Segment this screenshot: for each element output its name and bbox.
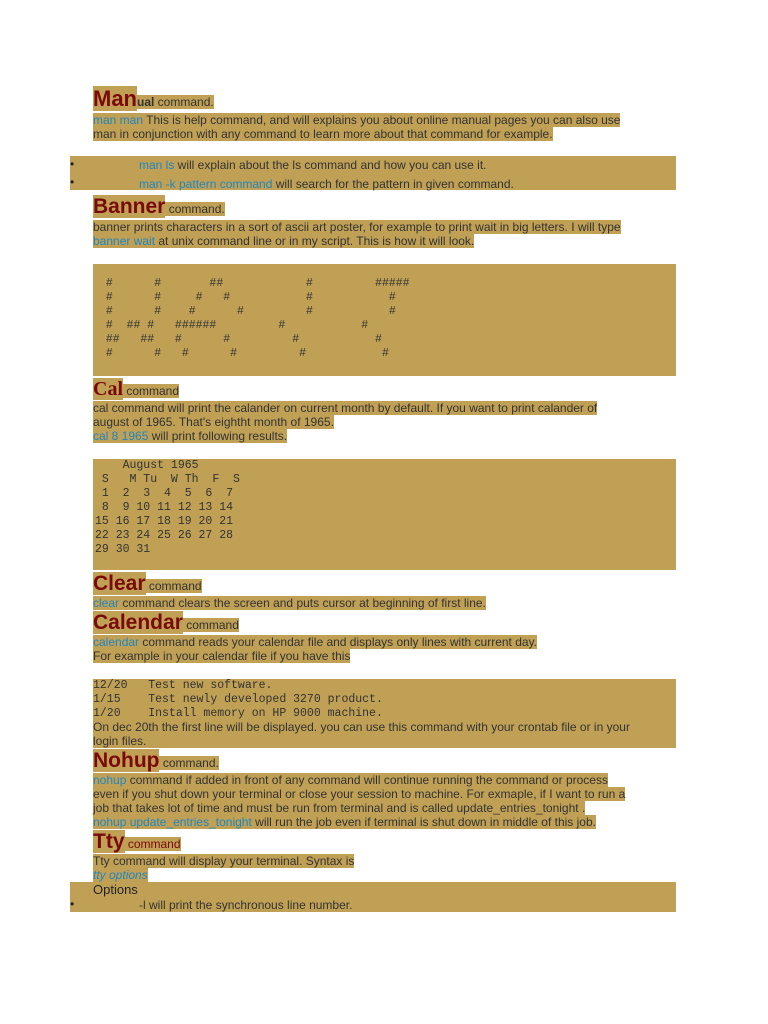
calendar-entry-line: 12/20 Test new software. bbox=[93, 679, 273, 692]
clear-heading bbox=[93, 572, 202, 596]
tty-syntax-options: options bbox=[105, 868, 148, 882]
banner-description bbox=[93, 220, 673, 248]
tty-syntax-command: tty bbox=[93, 868, 106, 882]
calendar-entry-line: 1/20 Install memory on HP 9000 machine. bbox=[93, 707, 383, 720]
calendar-entries-block bbox=[93, 679, 676, 748]
clear-desc-text: command clears the screen and puts cursor at beginning of first line. bbox=[119, 596, 486, 610]
tty-desc-line1: Tty command will display your terminal. Syntax is bbox=[93, 854, 355, 868]
banner-ascii-line: # ## # ###### # # bbox=[99, 319, 369, 332]
tty-bullet-1-text: -l will print the synchronous line number. bbox=[139, 898, 353, 912]
banner-wait-command: banner wait bbox=[93, 234, 156, 248]
banner-ascii-line: # # # # # # bbox=[99, 291, 396, 304]
clear-title: Clear bbox=[93, 572, 146, 595]
banner-ascii-line: # # # # # # bbox=[99, 347, 389, 360]
man-description bbox=[93, 113, 673, 141]
calendar-title-suffix: command bbox=[182, 618, 239, 632]
banner-ascii-art bbox=[99, 277, 410, 361]
nohup-desc-line2: even if you shut down your terminal or close your session to machine. For exmaple, if I want to run a bbox=[93, 787, 626, 801]
man-bullet-1: • bbox=[70, 157, 75, 171]
clear-title-suffix: command bbox=[145, 579, 202, 593]
cal-output-line: 1 2 3 4 5 6 7 bbox=[95, 487, 234, 500]
nohup-title: Nohup bbox=[93, 749, 160, 772]
cal-output-line: August 1965 bbox=[95, 459, 199, 472]
calendar-entry-line: 1/15 Test newly developed 3270 product. bbox=[93, 693, 383, 706]
cal-title-suffix: command bbox=[123, 384, 180, 398]
calendar-after-line2: login files. bbox=[93, 734, 147, 748]
cal-desc-line1: cal command will print the calander on current month by default. If you want to print calander of bbox=[93, 401, 598, 415]
calendar-description bbox=[93, 635, 673, 663]
banner-heading bbox=[93, 195, 225, 219]
nohup-desc-line1: command if added in front of any command will continue running the command or process bbox=[126, 773, 608, 787]
banner-ascii-line: ## ## # # # # bbox=[99, 333, 382, 346]
nohup-desc-line3: job that takes lot of time and must be run from terminal and is called update_entries_tonight . bbox=[93, 801, 586, 815]
nohup-heading bbox=[93, 749, 219, 773]
man-title-suffix: command. bbox=[154, 95, 214, 109]
calendar-heading bbox=[93, 611, 239, 635]
cal-heading bbox=[93, 378, 179, 401]
banner-ascii-block bbox=[93, 264, 676, 376]
tty-heading bbox=[93, 830, 181, 854]
banner-desc-line2: at unix command line or in my script. This is how it will look. bbox=[155, 234, 475, 248]
man-desc-line1: This is help command, and will explains you about online manual pages you can also use bbox=[143, 113, 621, 127]
banner-ascii-line: # # # # # # bbox=[99, 305, 396, 318]
calendar-desc-line2: For example in your calendar file if you have this bbox=[93, 649, 351, 663]
man-bullet-2: • bbox=[70, 175, 75, 189]
man-man-command: man man bbox=[93, 113, 144, 127]
cal-output-line: 29 30 31 bbox=[95, 543, 151, 556]
man-k-text: will search for the pattern in given command. bbox=[272, 177, 514, 191]
cal-output-line: S M Tu W Th F S bbox=[95, 473, 240, 486]
man-heading bbox=[93, 86, 214, 112]
clear-description bbox=[93, 596, 486, 610]
nohup-update-command: nohup update_entries_tonight bbox=[93, 815, 252, 829]
nohup-desc-line4: will run the job even if terminal is shut down in middle of this job. bbox=[251, 815, 596, 829]
calendar-entries bbox=[93, 679, 383, 721]
calendar-after-text bbox=[93, 720, 676, 748]
cal-title: Cal bbox=[93, 378, 123, 400]
cal-output-line: 15 16 17 18 19 20 21 bbox=[95, 515, 234, 528]
tty-options-label: Options bbox=[93, 882, 138, 897]
calendar-desc-text: command reads your calendar file and displays only lines with current day. bbox=[139, 635, 538, 649]
tty-bullet-1: • bbox=[70, 897, 75, 911]
tty-description bbox=[93, 854, 354, 882]
man-title-suffix-bold: ual bbox=[137, 95, 155, 109]
calendar-title: Calendar bbox=[93, 611, 183, 634]
banner-title: Banner bbox=[93, 195, 166, 218]
nohup-title-suffix: command. bbox=[159, 756, 219, 770]
clear-command: clear bbox=[93, 596, 120, 610]
nohup-description bbox=[93, 773, 676, 829]
calendar-after-line1: On dec 20th the first line will be displayed. you can use this command with your crontab file or in your bbox=[93, 720, 630, 734]
man-title: Man bbox=[93, 86, 137, 111]
cal-description bbox=[93, 401, 673, 443]
cal-desc-line2: august of 1965. That's eightht month of 1965. bbox=[93, 415, 334, 429]
cal-8-1965-command: cal 8 1965 bbox=[93, 429, 149, 443]
man-desc-line2: man in conjunction with any command to learn more about that command for example. bbox=[93, 127, 553, 141]
nohup-command: nohup bbox=[93, 773, 127, 787]
cal-output-line: 22 23 24 25 26 27 28 bbox=[95, 529, 234, 542]
cal-desc-line3: will print following results. bbox=[148, 429, 288, 443]
man-bullet-2-text bbox=[139, 177, 514, 191]
man-k-command: man -k pattern command bbox=[139, 177, 273, 191]
man-bullet-1-text bbox=[139, 158, 487, 172]
cal-output bbox=[95, 459, 240, 557]
banner-desc-line1: banner prints characters in a sort of ascii art poster, for example to print wait in big letters. I will type bbox=[93, 220, 621, 234]
man-ls-command: man ls bbox=[139, 158, 175, 172]
banner-ascii-line: # # ## # ##### bbox=[99, 277, 410, 290]
cal-output-line: 8 9 10 11 12 13 14 bbox=[95, 501, 234, 514]
tty-title: Tty bbox=[93, 830, 125, 853]
tty-title-suffix: command bbox=[124, 837, 181, 851]
man-ls-text: will explain about the ls command and how you can use it. bbox=[174, 158, 487, 172]
calendar-command: calendar bbox=[93, 635, 140, 649]
banner-title-suffix: command. bbox=[165, 202, 225, 216]
cal-output-block bbox=[93, 459, 676, 570]
